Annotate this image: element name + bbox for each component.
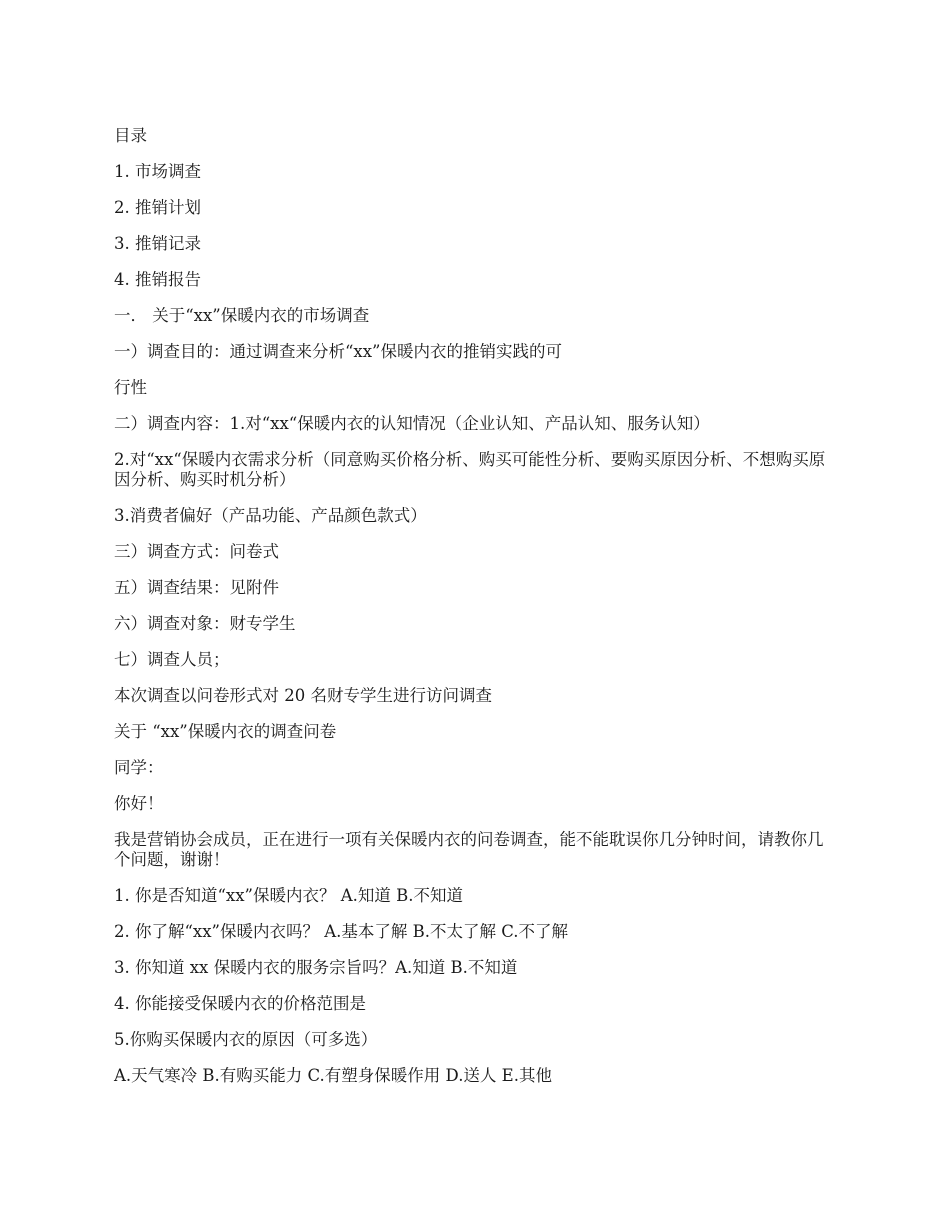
toc-item: 3. 推销记录 (114, 234, 201, 253)
question-item: A.天气寒冷 B.有购买能力 C.有塑身保暖作用 D.送人 E.其他 (114, 1066, 552, 1085)
survey-target: 六）调查对象：财专学生 (114, 614, 296, 633)
survey-method: 三）调查方式：问卷式 (114, 542, 279, 561)
question-item: 2. 你了解“xx”保暖内衣吗？ A.基本了解 B.不太了解 C.不了解 (114, 922, 569, 941)
survey-summary: 本次调查以问卷形式对 20 名财专学生进行访问调查 (114, 686, 492, 705)
document-body (114, 126, 834, 1102)
question-item: 4. 你能接受保暖内衣的价格范围是 (114, 994, 366, 1013)
toc-item: 2. 推销计划 (114, 198, 201, 217)
toc-item: 1. 市场调查 (114, 162, 201, 181)
survey-purpose-line1: 一）调查目的：通过调查来分析“xx”保暖内衣的推销实践的可 (114, 342, 562, 361)
section-heading: 一． 关于“xx”保暖内衣的市场调查 (114, 306, 370, 325)
toc-title: 目录 (114, 126, 147, 145)
survey-content-1: 二）调查内容：1.对“xx“保暖内衣的认知情况（企业认知、产品认知、服务认知） (114, 414, 710, 433)
survey-content-2: 2.对“xx“保暖内衣需求分析（同意购买价格分析、购买可能性分析、要购买原因分析、不想购买原因分析、购买时机分析） (114, 450, 826, 489)
questionnaire-salutation: 同学： (114, 758, 164, 777)
survey-content-3: 3.消费者偏好（产品功能、产品颜色款式） (114, 506, 427, 525)
questionnaire-title: 关于 “xx”保暖内衣的调查问卷 (114, 722, 337, 741)
question-item: 5.你购买保暖内衣的原因（可多选） (114, 1030, 378, 1049)
toc-item: 4. 推销报告 (114, 270, 201, 289)
questionnaire-greeting: 你好！ (114, 794, 164, 813)
survey-staff: 七）调查人员； (114, 650, 230, 669)
survey-result: 五）调查结果：见附件 (114, 578, 279, 597)
question-item: 3. 你知道 xx 保暖内衣的服务宗旨吗？A.知道 B.不知道 (114, 958, 518, 977)
question-item: 1. 你是否知道“xx”保暖内衣？ A.知道 B.不知道 (114, 886, 463, 905)
survey-purpose-line2: 行性 (114, 378, 147, 397)
questionnaire-intro: 我是营销协会成员，正在进行一项有关保暖内衣的问卷调查，能不能耽误你几分钟时间，请教你几个问题，谢谢！ (114, 830, 824, 869)
